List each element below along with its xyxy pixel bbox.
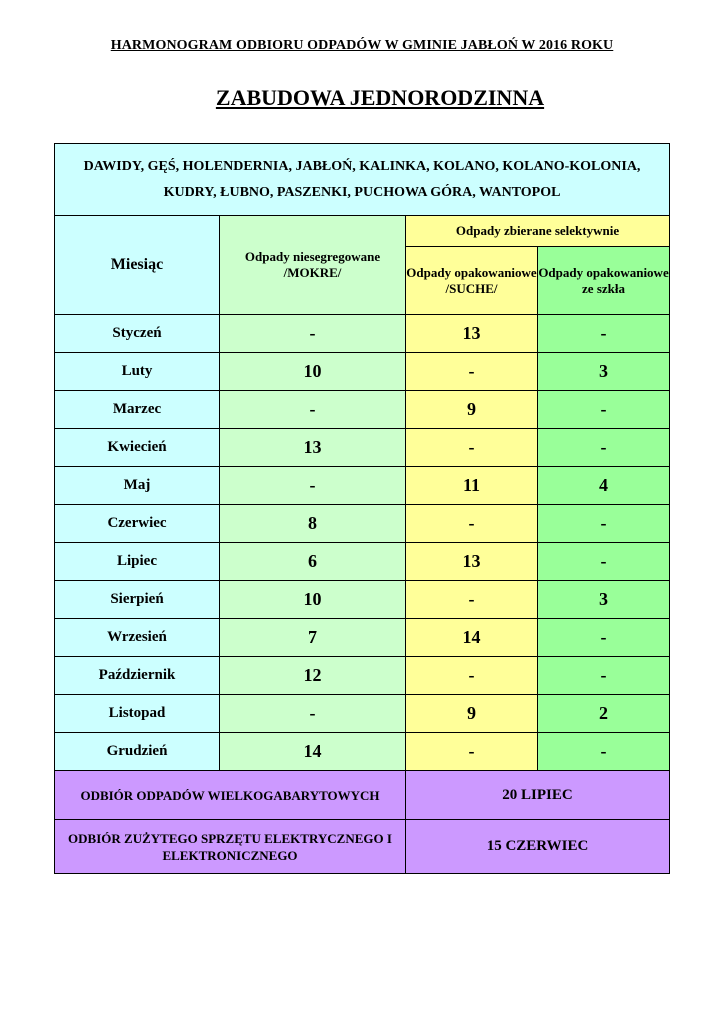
packaging-waste-day-cell: - (406, 505, 538, 543)
mixed-waste-column-header: Odpady niesegregowane /MOKRE/ (220, 216, 406, 315)
table-row (55, 391, 670, 429)
glass-waste-day-cell: - (538, 733, 670, 771)
month-cell: Październik (55, 657, 220, 695)
month-column-header: Miesiąc (55, 216, 220, 315)
mixed-waste-day-cell: 10 (220, 581, 406, 619)
packaging-waste-day-cell: - (406, 733, 538, 771)
glass-waste-day-cell: - (538, 315, 670, 353)
packaging-waste-column-header: Odpady opakowaniowe /SUCHE/ (406, 247, 538, 315)
mixed-waste-day-cell: 13 (220, 429, 406, 467)
mixed-waste-day-cell: 6 (220, 543, 406, 581)
month-cell: Luty (55, 353, 220, 391)
table-row (55, 543, 670, 581)
table-row (55, 429, 670, 467)
month-cell: Styczeń (55, 315, 220, 353)
villages-cell: DAWIDY, GĘŚ, HOLENDERNIA, JABŁOŃ, KALINKA, KOLANO, KOLANO-KOLONIA, KUDRY, ŁUBNO, PASZENKI, PUCHOWA GÓRA, WANTOPOL (55, 144, 670, 216)
mixed-waste-day-cell: 10 (220, 353, 406, 391)
glass-waste-day-cell: 2 (538, 695, 670, 733)
packaging-waste-day-cell: 13 (406, 543, 538, 581)
packaging-waste-day-cell: - (406, 657, 538, 695)
month-cell: Maj (55, 467, 220, 505)
footer-row (55, 820, 670, 874)
month-cell: Listopad (55, 695, 220, 733)
table-row (55, 695, 670, 733)
packaging-waste-day-cell: - (406, 353, 538, 391)
mixed-waste-day-cell: - (220, 695, 406, 733)
packaging-waste-day-cell: 13 (406, 315, 538, 353)
document-header-title: HARMONOGRAM ODBIORU ODPADÓW W GMINIE JABŁOŃ W 2016 ROKU (110, 38, 614, 53)
footer-label-cell: ODBIÓR ODPADÓW WIELKOGABARYTOWYCH (55, 771, 406, 820)
month-cell: Sierpień (55, 581, 220, 619)
month-cell: Grudzień (55, 733, 220, 771)
footer-date-cell: 20 LIPIEC (406, 771, 670, 820)
packaging-waste-day-cell: 14 (406, 619, 538, 657)
mixed-waste-day-cell: - (220, 391, 406, 429)
table-row (55, 315, 670, 353)
packaging-waste-day-cell: 9 (406, 391, 538, 429)
packaging-waste-day-cell: - (406, 581, 538, 619)
month-cell: Marzec (55, 391, 220, 429)
document-subtitle: ZABUDOWA JEDNORODZINNA (215, 85, 545, 110)
mixed-waste-day-cell: 14 (220, 733, 406, 771)
footer-row (55, 771, 670, 820)
packaging-waste-day-cell: - (406, 429, 538, 467)
table-row (55, 505, 670, 543)
mixed-waste-day-cell: 7 (220, 619, 406, 657)
table-row (55, 733, 670, 771)
glass-waste-day-cell: - (538, 391, 670, 429)
glass-waste-day-cell: 4 (538, 467, 670, 505)
packaging-waste-day-cell: 11 (406, 467, 538, 505)
mixed-waste-day-cell: 12 (220, 657, 406, 695)
collection-schedule-table (54, 143, 670, 874)
table-row (55, 619, 670, 657)
table-row (55, 353, 670, 391)
mixed-waste-day-cell: 8 (220, 505, 406, 543)
table-row (55, 581, 670, 619)
selective-waste-group-header: Odpady zbierane selektywnie (406, 216, 670, 247)
packaging-waste-day-cell: 9 (406, 695, 538, 733)
glass-waste-day-cell: - (538, 543, 670, 581)
footer-label-cell: ODBIÓR ZUŻYTEGO SPRZĘTU ELEKTRYCZNEGO I ELEKTRONICZNEGO (55, 820, 406, 874)
glass-waste-day-cell: 3 (538, 353, 670, 391)
footer-date-cell: 15 CZERWIEC (406, 820, 670, 874)
mixed-waste-day-cell: - (220, 467, 406, 505)
month-cell: Kwiecień (55, 429, 220, 467)
glass-waste-column-header: Odpady opakowaniowe ze szkła (538, 247, 670, 315)
glass-waste-day-cell: - (538, 619, 670, 657)
table-row (55, 467, 670, 505)
month-cell: Czerwiec (55, 505, 220, 543)
month-cell: Wrzesień (55, 619, 220, 657)
glass-waste-day-cell: - (538, 429, 670, 467)
month-cell: Lipiec (55, 543, 220, 581)
glass-waste-day-cell: - (538, 505, 670, 543)
glass-waste-day-cell: - (538, 657, 670, 695)
table-row (55, 657, 670, 695)
mixed-waste-day-cell: - (220, 315, 406, 353)
glass-waste-day-cell: 3 (538, 581, 670, 619)
